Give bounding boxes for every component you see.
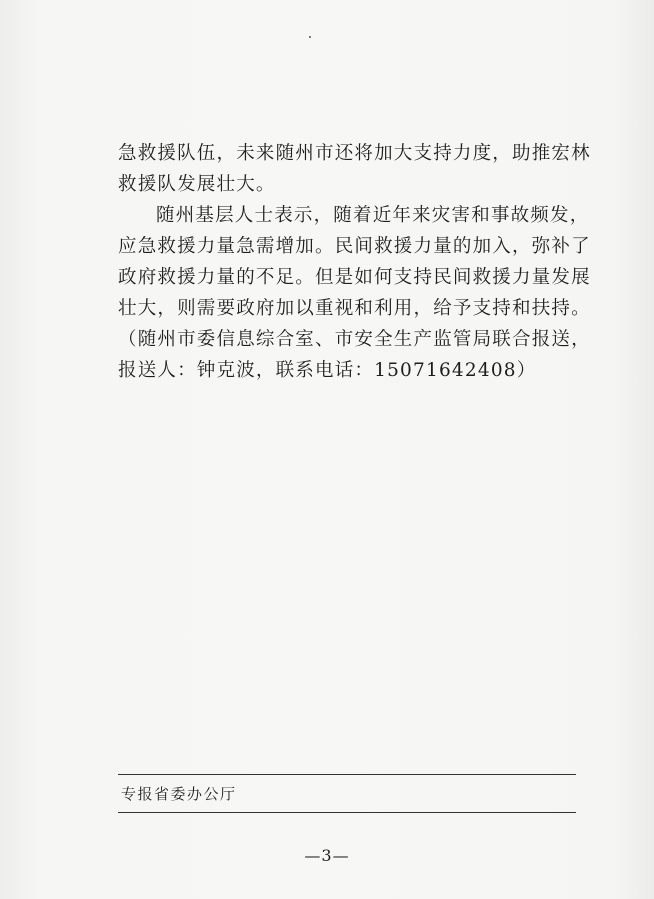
paragraph-2-line-1: 随州基层人士表示，随着近年来灾害和事故频发， — [156, 205, 590, 226]
paragraph-1-line-1: 急救援队伍，未来随州市还将加大支持力度，助推宏林 — [118, 143, 591, 164]
paragraph-2-line-5: （随州市委信息综合室、市安全生产监管局联合报送， — [118, 329, 591, 350]
paragraph-1-line-2: 救援队发展壮大。 — [118, 174, 276, 195]
paragraph-2-line-3: 政府救援力量的不足。但是如何支持民间救援力量发展 — [118, 267, 591, 288]
scan-speck — [309, 36, 311, 38]
paragraph-2-line-2: 应急救援力量急需增加。民间救援力量的加入，弥补了 — [118, 236, 591, 257]
distribution-note: 专报省委办公厅 — [121, 785, 237, 803]
paragraph-2-line-4: 壮大，则需要政府加以重视和利用，给予支持和扶持。 — [118, 298, 591, 319]
paragraph-2-line-6: 报送人：钟克波，联系电话：15071642408） — [118, 360, 537, 381]
body-text — [118, 138, 591, 386]
footer-top-rule — [118, 774, 576, 775]
footer-bottom-rule — [118, 812, 576, 813]
page-number: —3— — [304, 846, 350, 865]
